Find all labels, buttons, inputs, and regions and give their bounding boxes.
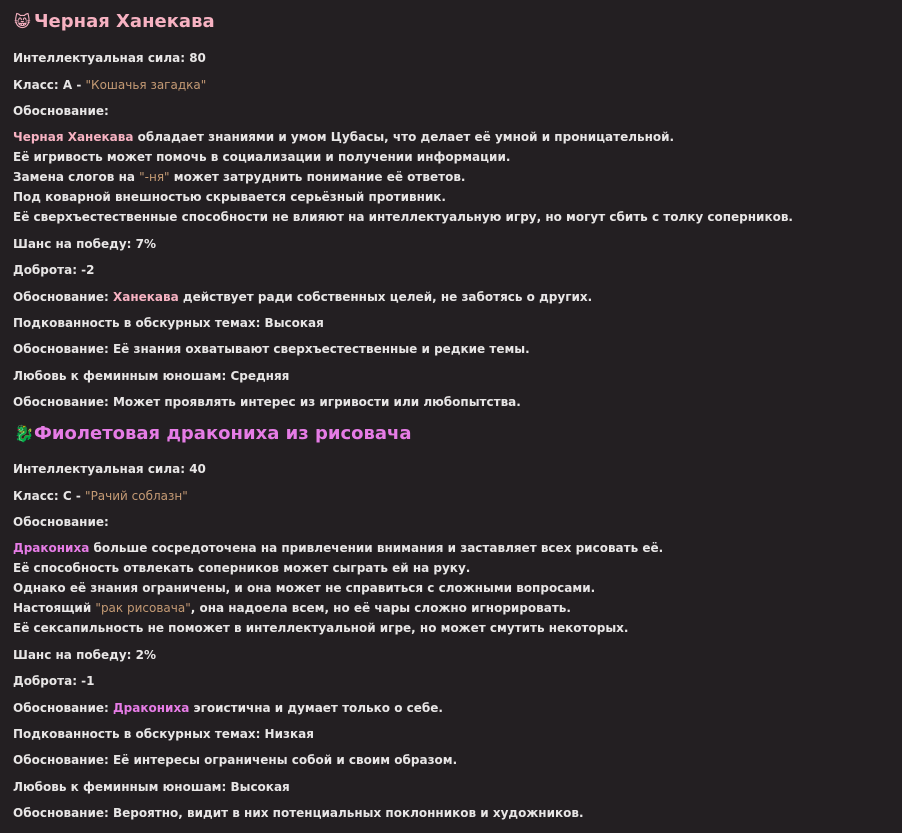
reason-text: , она надоела всем, но её чары сложно игнорировать.	[190, 601, 571, 615]
class-label: Класс: A -	[13, 78, 86, 92]
char1-reason-line-4: Под коварной внешностью скрывается серьёзный противник.	[13, 190, 446, 204]
char1-class	[13, 77, 206, 93]
char2-reason-line-5: Её сексапильность не поможет в интеллектуальной игре, но может смутить некоторых.	[13, 621, 629, 635]
dragon-emoji-icon: 🐉	[14, 424, 34, 443]
char1-reason-line-1	[13, 129, 674, 145]
quoted-text: "рак рисовача"	[95, 601, 191, 615]
char1-heading	[14, 10, 215, 34]
char2-kindness-reason	[13, 700, 443, 716]
reason-label: Обоснование:	[13, 701, 113, 715]
char2-reason-line-4	[13, 600, 571, 616]
quoted-text: "-ня"	[139, 170, 170, 184]
char2-obscure: Подкованность в обскурных темах: Низкая	[13, 727, 314, 741]
char1-kindness-reason	[13, 289, 592, 305]
class-label: Класс: C -	[13, 489, 86, 503]
character-name: Черная Ханекава	[13, 130, 134, 144]
char1-reason-line-3	[13, 169, 465, 185]
char2-reason-line-1	[13, 540, 663, 556]
char2-feminine: Любовь к феминным юношам: Высокая	[13, 780, 290, 794]
class-name: "Кошачья загадка"	[85, 78, 207, 92]
char2-heading	[14, 422, 412, 446]
char2-feminine-reason: Обоснование: Вероятно, видит в них потенциальных поклонников и художников.	[13, 806, 584, 820]
reason-text: обладает знаниями и умом Цубасы, что делает её умной и проницательной.	[133, 130, 675, 144]
char1-reason-line-5: Её сверхъестественные способности не влияют на интеллектуальную игру, но могут сбить с толку соперников.	[13, 210, 793, 224]
reason-text: действует ради собственных целей, не заботясь о других.	[178, 290, 593, 304]
char1-feminine: Любовь к феминным юношам: Средняя	[13, 369, 290, 383]
char1-title: Черная Ханекава	[34, 11, 215, 32]
char1-win-chance: Шанс на победу: 7%	[13, 237, 156, 251]
char1-feminine-reason: Обоснование: Может проявлять интерес из игривости или любопытства.	[13, 395, 521, 409]
char2-kindness: Доброта: -1	[13, 674, 95, 688]
char2-reason-line-3: Однако её знания ограничены, и она может не справиться с сложными вопросами.	[13, 581, 596, 595]
char1-obscure-reason: Обоснование: Её знания охватывают сверхъестественные и редкие темы.	[13, 342, 530, 356]
char2-intellect: Интеллектуальная сила: 40	[13, 462, 206, 476]
char1-reason-line-2: Её игривость может помочь в социализации и получении информации.	[13, 150, 511, 164]
reason-text: может затруднить понимание её ответов.	[169, 170, 466, 184]
char2-win-chance: Шанс на победу: 2%	[13, 648, 156, 662]
reason-text: эгоистична и думает только о себе.	[189, 701, 443, 715]
cat-emoji-icon: 😸	[14, 12, 31, 31]
character-name: Дракониха	[13, 541, 90, 555]
character-name: Ханекава	[112, 290, 179, 304]
char1-intellect: Интеллектуальная сила: 80	[13, 51, 206, 65]
class-name: "Рачий соблазн"	[85, 489, 188, 503]
reason-text: Настоящий	[13, 601, 96, 615]
char1-obscure: Подкованность в обскурных темах: Высокая	[13, 316, 324, 330]
reason-label: Обоснование:	[13, 290, 113, 304]
char1-reason-label: Обоснование:	[13, 104, 109, 118]
char2-reason-line-2: Её способность отвлекать соперников может сыграть ей на руку.	[13, 561, 471, 575]
character-name: Дракониха	[112, 701, 190, 715]
char1-kindness: Доброта: -2	[13, 263, 95, 277]
char2-reason-label: Обоснование:	[13, 515, 109, 529]
char2-obscure-reason: Обоснование: Её интересы ограничены собой и своим образом.	[13, 753, 458, 767]
char2-class	[13, 488, 188, 504]
char2-title: Фиолетовая дракониха из рисовача	[34, 423, 412, 444]
reason-text: больше сосредоточена на привлечении внимания и заставляет всех рисовать её.	[89, 541, 664, 555]
reason-text: Замена слогов на	[13, 170, 140, 184]
